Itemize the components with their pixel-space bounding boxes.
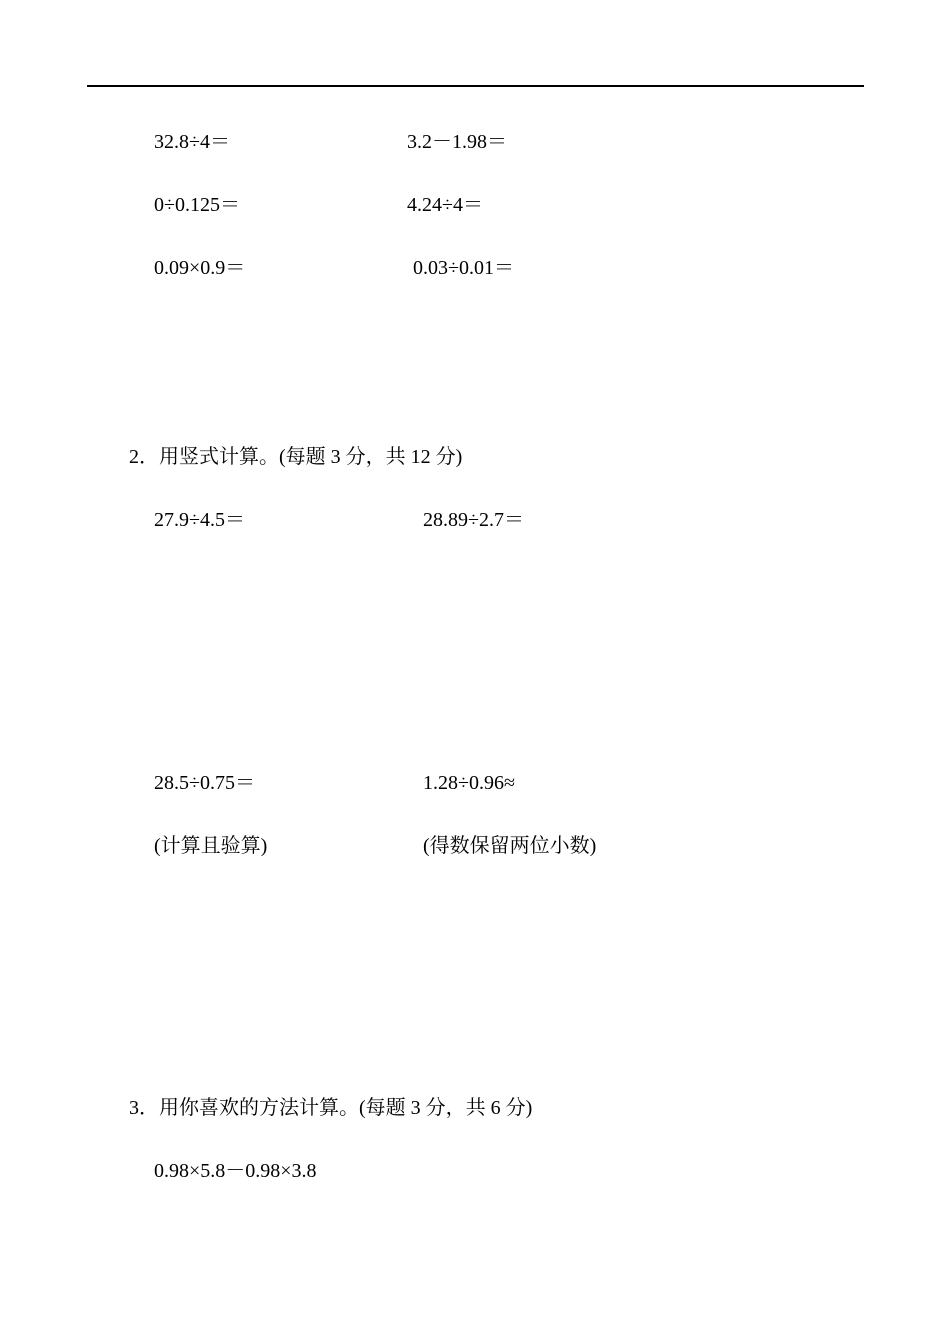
vertical-calc-1: 27.9÷4.5＝: [154, 509, 245, 531]
oral-calc-2: 3.2－1.98＝: [407, 131, 507, 153]
vertical-calc-2: 28.89÷2.7＝: [423, 509, 524, 531]
oral-calc-4: 4.24÷4＝: [407, 194, 483, 216]
oral-calc-5: 0.09×0.9＝: [154, 257, 246, 279]
vertical-calc-3-note: (计算且验算): [154, 835, 268, 857]
vertical-calc-4-note: (得数保留两位小数): [423, 835, 597, 857]
oral-calc-6: 0.03÷0.01＝: [413, 257, 514, 279]
vertical-calc-4: 1.28÷0.96≈: [423, 772, 515, 794]
oral-calc-3: 0÷0.125＝: [154, 194, 240, 216]
header-rule: [87, 85, 864, 87]
question-2-heading: 2．用竖式计算。(每题 3 分，共 12 分): [129, 446, 463, 468]
simplify-calc-1: 0.98×5.8－0.98×3.8: [154, 1160, 317, 1182]
oral-calc-1: 32.8÷4＝: [154, 131, 230, 153]
vertical-calc-3: 28.5÷0.75＝: [154, 772, 255, 794]
question-3-heading: 3．用你喜欢的方法计算。(每题 3 分，共 6 分): [129, 1097, 533, 1119]
